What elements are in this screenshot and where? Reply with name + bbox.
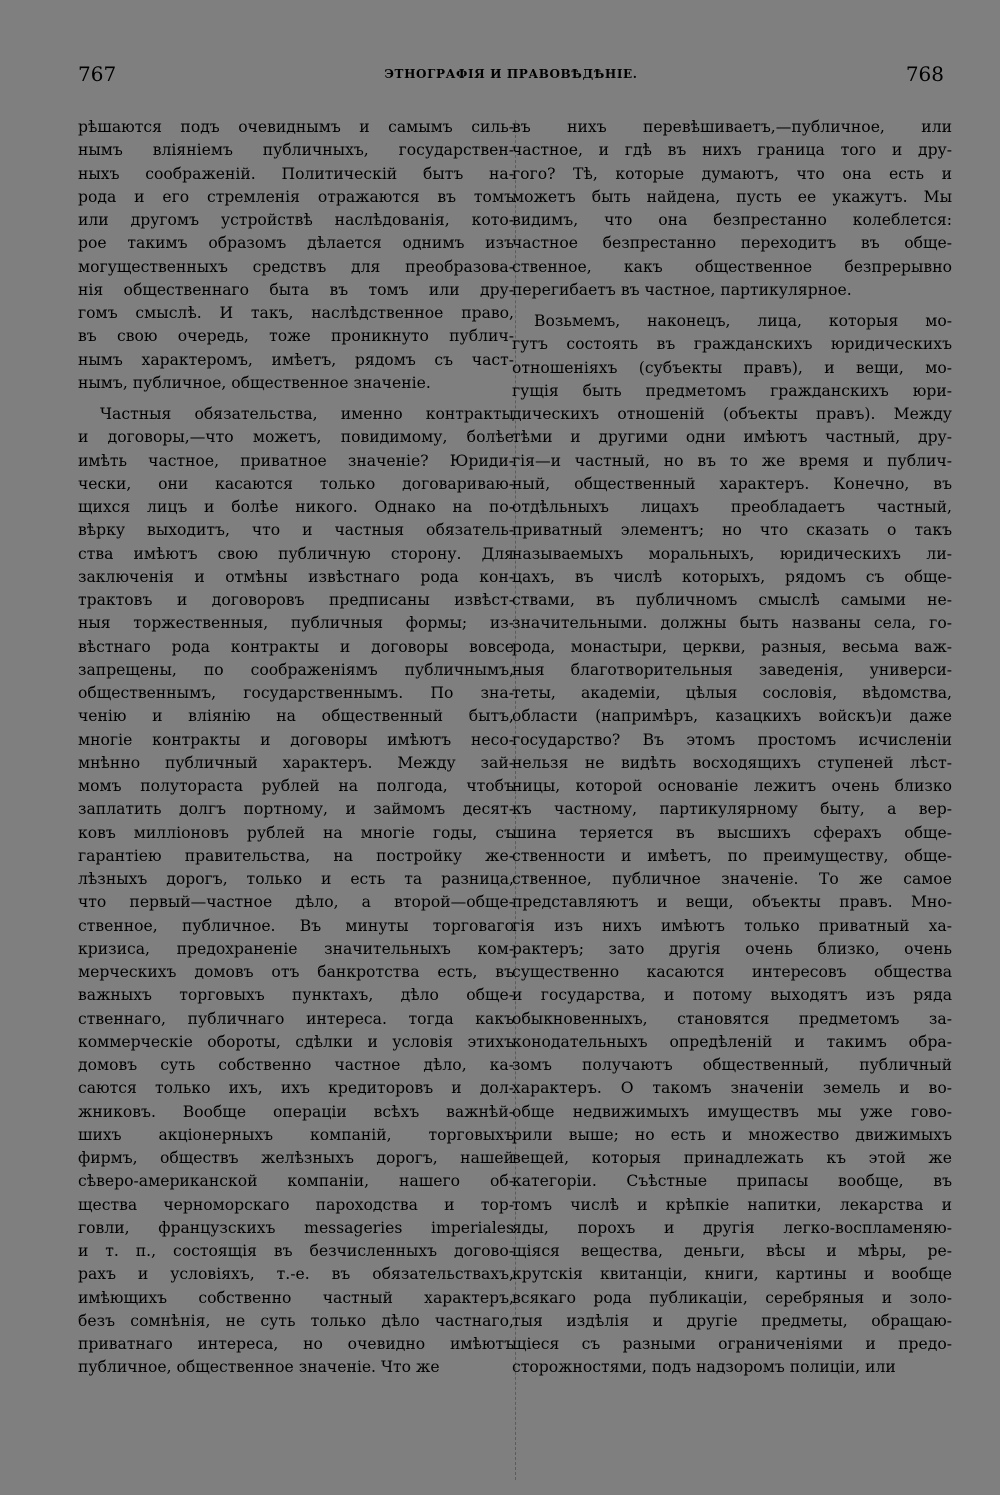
text-line: рое такимъ образомъ дѣлается однимъ изъ <box>78 234 514 253</box>
text-line: ства имѣютъ свою публичную сторону. Для <box>78 544 514 563</box>
text-line: нымъ характеромъ, имѣетъ, рядомъ съ част- <box>78 350 514 369</box>
text-line: отдѣльныхъ лицахъ преобладаетъ частный, <box>512 498 952 516</box>
text-line: трактовъ и договоровъ предписаны извѣст- <box>78 591 514 609</box>
text-line: общественнымъ, государственнымъ. По зна- <box>78 684 514 702</box>
running-title: ЭТНОГРАФІЯ И ПРАВОВѢДѢНІЕ. <box>384 67 638 81</box>
text-line: гія изъ нихъ имѣютъ только приватный ха- <box>512 916 952 935</box>
text-line: къ частному, партикулярному быту, а вер- <box>512 800 952 819</box>
text-line: лѣзныхъ дорогъ, только и есть та разница, <box>78 870 514 888</box>
text-line: рахъ и условіяхъ, т.-е. въ обязательствахъ, <box>78 1265 514 1284</box>
text-line: гомъ смыслѣ. И такъ, наслѣдственное право, <box>78 304 514 322</box>
text-line: въ нихъ перевѣшиваетъ,—публичное, или <box>512 118 952 136</box>
text-line: ный, общественный характеръ. Конечно, въ <box>512 474 952 493</box>
text-line: цахъ, въ числѣ которыхъ, рядомъ съ обще- <box>512 567 952 586</box>
text-line: гого? Тѣ, которые думаютъ, что она есть и <box>512 164 952 183</box>
text-line: можетъ быть найдена, пусть ее укажутъ. Мы <box>512 187 952 206</box>
text-line: перегибаетъ въ частное, партикулярное. <box>512 280 852 299</box>
text-line: характеръ. О такомъ значеніи земель и во- <box>512 1079 952 1098</box>
text-line: нымъ, публичное, общественное значеніе. <box>78 373 431 392</box>
text-line: томъ числѣ и крѣпкіе напитки, лекарства и <box>512 1195 952 1214</box>
right-column <box>512 116 952 1380</box>
text-line: тѣми и другими одни имѣютъ частный, дру- <box>512 428 952 447</box>
text-line: публичное, общественное значеніе. Что же <box>78 1358 440 1377</box>
text-line: ченію и вліянію на общественный бытъ, <box>78 707 514 726</box>
text-line: частное безпрестанно переходитъ въ обще- <box>512 234 952 253</box>
text-line: приватнаго интереса, но очевидно имѣютъ <box>78 1335 514 1353</box>
text-line: коммерческіе обороты, сдѣлки и условія этихъ <box>78 1032 514 1051</box>
text-line: дическихъ отношеній (объекты правъ). Между <box>512 405 952 423</box>
paragraph-gap <box>512 302 952 310</box>
text-line: конодательныхъ опредѣленій и такимъ обра- <box>512 1032 952 1051</box>
text-line: многіе контракты и договоры имѣютъ несо- <box>78 730 514 749</box>
text-line: гарантіею правительства, на постройку же- <box>78 846 514 865</box>
text-line: области (напримѣръ, казацкихъ войскъ)и даже <box>512 707 952 726</box>
text-line: мерческихъ домовъ отъ банкротства есть, въ <box>78 963 514 981</box>
text-line: мнѣнно публичный характеръ. Между зай- <box>78 753 514 772</box>
text-line: имѣть частное, приватное значеніе? Юриди- <box>78 451 514 470</box>
text-line: ницы, которой основаніе лежитъ очень близко <box>512 777 952 795</box>
text-line: категоріи. Съѣстные припасы вообще, въ <box>512 1172 952 1191</box>
text-line: домовъ суть собственно частное дѣло, ка- <box>78 1056 514 1074</box>
text-line: рили выше; но есть и множество движимыхъ <box>512 1125 952 1144</box>
text-line: вѣрку выходитъ, что и частныя обязатель- <box>78 521 514 540</box>
text-line: заключенія и отмѣны извѣстнаго рода кон- <box>78 567 514 586</box>
text-line: представляютъ и вещи, объекты правъ. Мно- <box>512 893 952 912</box>
text-line: называемыхъ моральныхъ, юридическихъ ли- <box>512 544 952 563</box>
text-line: важныхъ торговыхъ пунктахъ, дѣло обще- <box>78 986 514 1005</box>
text-line: зомъ получаютъ общественный, публичный <box>512 1056 952 1074</box>
text-line: крутскія квитанціи, книги, картины и вообще <box>512 1265 952 1284</box>
text-line: ственное, публичное. Въ минуты торговаго <box>78 916 514 935</box>
text-line: щества черноморскаго пароходства и тор- <box>78 1195 514 1214</box>
text-line: ственное, публичное значеніе. То же самое <box>512 870 952 888</box>
text-line: видимъ, что она безпрестанно колеблется: <box>512 211 952 229</box>
text-line: и государства, и потому выходятъ изъ ряда <box>512 986 952 1005</box>
text-line: гія—и частный, но въ то же время и публич- <box>512 451 952 470</box>
text-line: нымъ вліяніемъ публичныхъ, государствен- <box>78 141 514 160</box>
text-line: могущественныхъ средствъ для преобразова- <box>78 257 514 276</box>
text-line: частное, и гдѣ въ нихъ граница того и дру- <box>512 141 952 160</box>
text-line: фирмъ, обществъ желѣзныхъ дорогъ, нашей <box>78 1149 514 1167</box>
text-line: нельзя не видѣть восходящихъ ступеней лѣст- <box>512 753 952 772</box>
text-line: существенно касаются интересовъ общества <box>512 963 952 981</box>
text-line: въ свою очередь, тоже проникнуто публич- <box>78 327 514 346</box>
paragraph-gap <box>78 395 514 403</box>
text-line: гутъ состоять въ гражданскихъ юридическихъ <box>512 335 952 354</box>
text-line: ковъ милліоновъ рублей на многіе годы, съ <box>78 823 514 842</box>
page-number-left: 767 <box>78 62 117 86</box>
text-line: теты, академіи, цѣлыя сословія, вѣдомства, <box>512 684 952 702</box>
text-line: обыкновенныхъ, становятся предметомъ за- <box>512 1009 952 1028</box>
text-line: ныя благотворительныя заведенія, универси- <box>512 660 952 679</box>
text-line: Возьмемъ, наконецъ, лица, которыя мо- <box>534 312 952 330</box>
left-column <box>78 116 514 1380</box>
text-line: щихся лицъ и болѣе никого. Однако на по- <box>78 498 514 516</box>
text-line: чески, они касаются только договариваю- <box>78 474 514 493</box>
text-line: имѣющихъ собственно частный характеръ, <box>78 1288 514 1307</box>
text-line: ственности и имѣетъ, по преимуществу, обще- <box>512 846 952 865</box>
text-line: запрещены, по соображеніямъ публичнымъ, <box>78 660 514 679</box>
text-line: щіяся вещества, деньги, вѣсы и мѣры, ре- <box>512 1242 952 1260</box>
text-line: и т. п., состоящія въ безчисленныхъ догово- <box>78 1242 514 1260</box>
text-line: заплатить долгъ портному, и займомъ десят- <box>78 800 514 819</box>
text-line: ныхъ соображеній. Политическій бытъ на- <box>78 164 514 183</box>
text-line: значительными. должны быть названы села, го- <box>512 614 952 633</box>
text-line: приватный элементъ; но что сказать о такъ <box>512 521 952 540</box>
text-line: гущія быть предметомъ гражданскихъ юри- <box>512 381 952 400</box>
text-line: нія общественнаго быта въ томъ или дру- <box>78 280 514 299</box>
text-line: саются только ихъ, ихъ кредиторовъ и дол- <box>78 1079 514 1098</box>
text-line: шина теряется въ высшихъ сферахъ обще- <box>512 823 952 842</box>
text-line: и договоры,—что можетъ, повидимому, болѣе <box>78 428 514 447</box>
page-number-right: 768 <box>905 62 944 86</box>
text-line: говли, французскихъ messageries imperiales <box>78 1218 514 1237</box>
text-line: вещей, которыя принадлежать къ этой же <box>512 1149 952 1167</box>
text-line: тыя издѣлія и другіе предметы, обращаю- <box>512 1311 952 1330</box>
text-line: или другомъ устройствѣ наслѣдованія, кото- <box>78 211 514 229</box>
text-line: ственное, какъ общественное безпрерывно <box>512 257 952 276</box>
text-line: вѣстнаго рода контракты и договоры вовсе <box>78 637 514 656</box>
text-line: отношеніяхъ (субъекты правъ), и вещи, мо- <box>512 358 952 377</box>
text-line: ствами, въ публичномъ смыслѣ самыми не- <box>512 591 952 609</box>
text-line: рода и его стремленія отражаются въ томъ <box>78 187 514 206</box>
text-line: государство? Въ этомъ простомъ исчисленіи <box>512 730 952 749</box>
text-line: щіеся съ разными ограниченіями и предо- <box>512 1335 952 1353</box>
text-line: яды, порохъ и другія легко-воспламеняю- <box>512 1218 952 1237</box>
text-line: сторожностями, подъ надзоромъ полиціи, или <box>512 1358 896 1377</box>
text-line: сѣверо-американской компаніи, нашего об- <box>78 1172 514 1191</box>
text-line: безъ сомнѣнія, не суть только дѣло частнаго, <box>78 1311 514 1330</box>
text-line: Частныя обязательства, именно контракты <box>100 405 514 423</box>
text-line: всякаго рода публикаціи, серебряныя и золо- <box>512 1288 952 1307</box>
text-line: момъ полутораста рублей на полгода, чтобъ <box>78 777 514 795</box>
text-line: ственнаго, публичнаго интереса. тогда какъ <box>78 1009 514 1028</box>
text-line: жниковъ. Вообще операціи всѣхъ важнѣй- <box>78 1102 514 1121</box>
text-line: обще недвижимыхъ имуществъ мы уже гово- <box>512 1102 952 1121</box>
text-line: рѣшаются подъ очевиднымъ и самымъ силь- <box>78 118 514 136</box>
text-line: ныя торжественныя, публичныя формы; из- <box>78 614 514 633</box>
text-line: кризиса, предохраненіе значительныхъ ком- <box>78 939 514 958</box>
page-header <box>78 62 944 88</box>
text-line: рактеръ; зато другія очень близко, очень <box>512 939 952 958</box>
text-line: шихъ акціонерныхъ компаній, торговыхъ <box>78 1125 514 1144</box>
text-line: что первый—частное дѣло, а второй—обще- <box>78 893 514 912</box>
text-line: рода, монастыри, церкви, разныя, весьма важ- <box>512 637 952 656</box>
